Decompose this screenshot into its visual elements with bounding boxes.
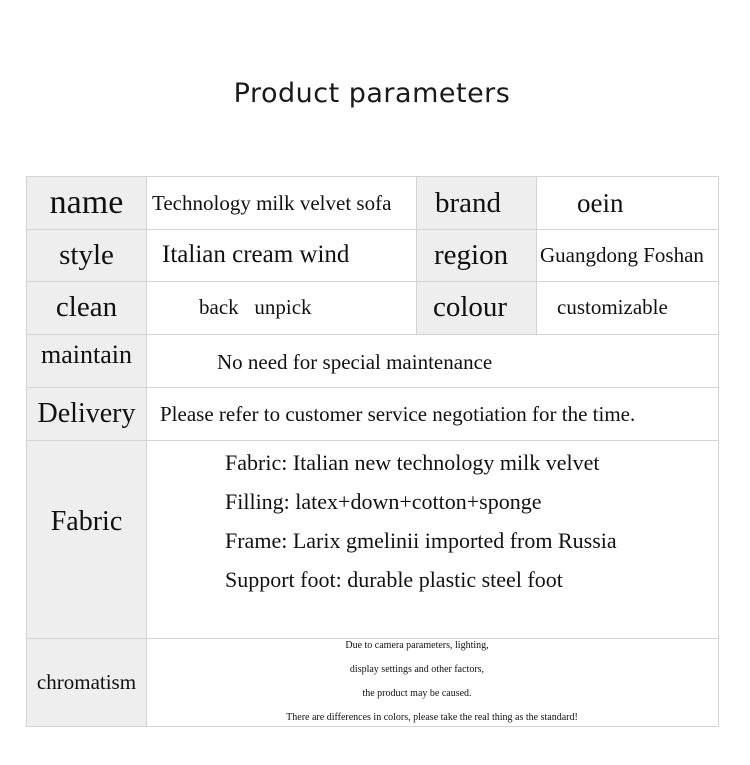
table-border-right bbox=[718, 176, 719, 727]
delivery-label: Delivery bbox=[27, 387, 146, 440]
row-divider bbox=[26, 229, 719, 230]
region-label: region bbox=[416, 229, 536, 281]
table-border-top bbox=[26, 176, 719, 177]
table-border-left bbox=[26, 176, 27, 727]
chromatism-line: Due to camera parameters, lighting, bbox=[345, 640, 489, 651]
maintain-value: No need for special maintenance bbox=[146, 334, 718, 387]
row-divider bbox=[26, 440, 719, 441]
row-divider bbox=[26, 387, 719, 388]
row-divider bbox=[26, 638, 719, 639]
chromatism-line: the product may be caused. bbox=[362, 688, 472, 699]
chromatism-line: There are differences in colors, please take the real thing as the standard! bbox=[286, 712, 578, 723]
brand-value: oein bbox=[536, 177, 718, 229]
filling-line: Filling: latex+down+cotton+sponge bbox=[225, 489, 542, 514]
style-value: Italian cream wind bbox=[146, 229, 416, 281]
maintain-label: maintain bbox=[27, 334, 146, 387]
chromatism-line: display settings and other factors, bbox=[349, 664, 485, 675]
region-value: Guangdong Foshan bbox=[536, 229, 726, 281]
colour-label: colour bbox=[416, 281, 536, 334]
table-border-bottom bbox=[26, 726, 719, 727]
colour-value: customizable bbox=[536, 281, 718, 334]
style-label: style bbox=[27, 229, 146, 281]
column-divider bbox=[536, 176, 537, 334]
frame-line: Frame: Larix gmelinii imported from Russia bbox=[225, 528, 617, 553]
delivery-value: Please refer to customer service negotiation for the time. bbox=[146, 387, 718, 440]
row-divider bbox=[26, 334, 719, 335]
fabric-details bbox=[146, 440, 718, 638]
name-label: name bbox=[27, 177, 146, 229]
column-divider bbox=[416, 176, 417, 334]
row-divider bbox=[26, 281, 719, 282]
chromatism-note bbox=[146, 638, 718, 726]
fabric-line: Fabric: Italian new technology milk velvet bbox=[225, 450, 600, 475]
clean-label: clean bbox=[27, 281, 146, 334]
name-value: Technology milk velvet sofa bbox=[146, 177, 416, 229]
brand-label: brand bbox=[416, 177, 536, 229]
clean-value: back unpick bbox=[146, 281, 416, 334]
fabric-label: Fabric bbox=[27, 440, 146, 638]
page-title: Product parameters bbox=[233, 78, 511, 109]
support-foot-line: Support foot: durable plastic steel foot bbox=[225, 567, 563, 592]
column-divider bbox=[146, 176, 147, 727]
chromatism-label: chromatism bbox=[27, 638, 146, 726]
